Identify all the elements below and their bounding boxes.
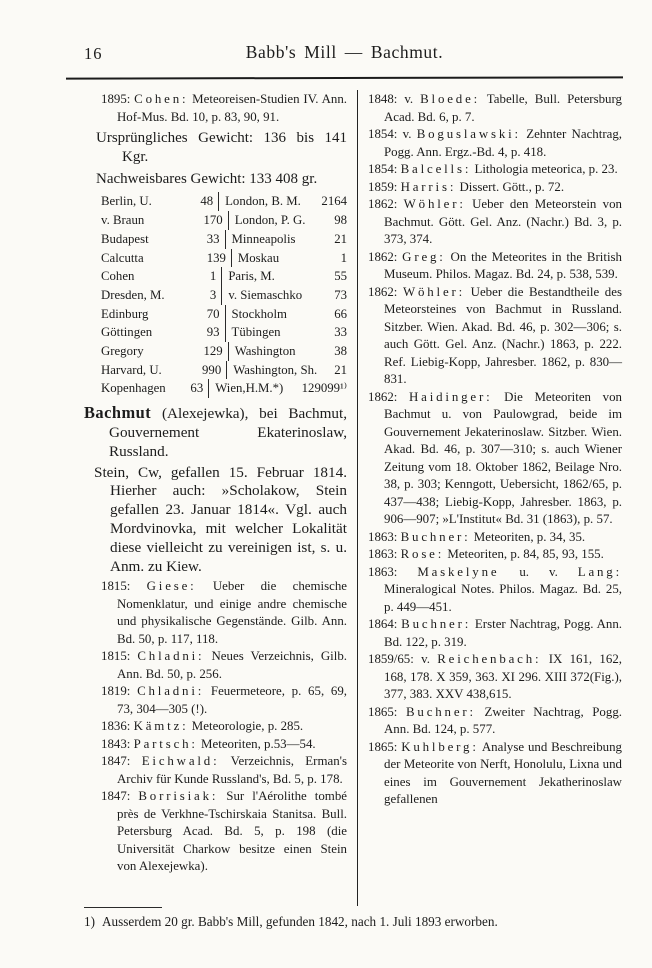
page-number: 16 xyxy=(84,44,103,63)
specimen-count: 70 xyxy=(206,306,220,321)
text-segment: Meteoriten, p. 34, 35. xyxy=(470,529,586,544)
collection-name: London, P. G. xyxy=(228,211,316,230)
author-name: Boguslawski: xyxy=(416,127,521,141)
text-segment: 1847: xyxy=(101,789,139,804)
author-name: Kämtz: xyxy=(133,719,189,734)
text-segment: (Alexejewka), bei Bachmut, Gouvernement Ekaterinoslaw, Russland. xyxy=(109,405,347,460)
author-name: Rose: xyxy=(400,547,445,561)
table-row xyxy=(101,379,347,398)
collection-name: Stockholm xyxy=(225,305,313,324)
footnote-text: Ausserdem 20 gr. Babb's Mill, gefunden 1842, nach 1. Juli 1893 erworben. xyxy=(102,914,498,929)
specimen-count: 38 xyxy=(334,344,347,359)
bibliography-entry xyxy=(368,179,622,197)
specimen-count: 2164 xyxy=(321,194,348,209)
table-row xyxy=(101,323,347,342)
text-segment: On the Meteorites in the British Museum. Philos. Magaz. Bd. 24, p. 538, 539. xyxy=(384,249,622,281)
collection-name: Paris, M. xyxy=(221,267,309,286)
text-segment: Nachweisbares Gewicht: 133 408 gr. xyxy=(96,170,318,187)
text-segment: Sur l'Aérolithe tombé près de Verkhne-Tschirskaia Stanitsa. Bull. Petersburg Acad. Bd. 5, p. 198 (die Universität Charkow besitze einen Stein von Alexejewka). xyxy=(117,789,347,874)
text-segment: 1865: xyxy=(368,704,406,719)
specimen-count: 33 xyxy=(334,325,347,340)
collection-name: London, B. M. xyxy=(218,192,306,211)
text-segment: Ueber den Meteorstein von Bachmut. Gött. Gel. Anz. (Nachr.) Bd. 3, p. 373, 374. xyxy=(384,197,622,246)
bibliography-entry xyxy=(101,648,347,683)
header-rule xyxy=(66,76,623,79)
collection-name: Harvard, U. xyxy=(101,362,162,377)
text-segment: 1859: xyxy=(368,179,401,194)
bibliography-entry xyxy=(368,196,622,249)
collection-name: Kopenhagen xyxy=(101,381,166,396)
footnote-marker: 1) xyxy=(84,914,95,929)
author-name: Cohen: xyxy=(134,92,189,106)
text-segment: Neues Verzeichnis, Gilb. Ann. Bd. 50, p. 256. xyxy=(117,649,347,681)
column-divider xyxy=(357,90,358,906)
collection-name: v. Siemaschko xyxy=(221,286,309,305)
table-row xyxy=(101,342,347,361)
text-segment: 1862: xyxy=(368,197,404,211)
collection-name: Gregory xyxy=(101,344,144,359)
text-segment: Dissert. Gött., p. 72. xyxy=(456,179,565,194)
author-name: Buchner: xyxy=(401,617,472,631)
bibliography-entry xyxy=(101,753,347,788)
text-segment: 1819: xyxy=(101,684,138,699)
right-column xyxy=(368,91,622,809)
collection-name: Göttingen xyxy=(101,325,153,340)
text-segment: 1862: xyxy=(368,284,403,299)
author-name: Chladni: xyxy=(137,684,205,699)
collection-name: Edinburg xyxy=(101,306,149,321)
specimen-count: 21 xyxy=(334,231,347,246)
author-name: Lang: xyxy=(577,564,622,579)
collection-name: Tübingen xyxy=(225,323,313,342)
text-segment: 1854: xyxy=(368,162,401,176)
author-name: Kuhlberg: xyxy=(401,739,479,754)
bibliography-entry xyxy=(368,161,622,179)
bibliography-entry xyxy=(368,616,622,651)
locality-name: Bachmut xyxy=(84,403,152,423)
author-name: Wöhler: xyxy=(403,197,466,211)
text-segment: 1815: xyxy=(101,579,147,594)
author-name: Borrisiak: xyxy=(138,789,219,804)
text-segment: 1864: xyxy=(368,617,402,631)
text-segment: Feuermeteore, p. 65, 69, 73, 304—305 (!). xyxy=(117,684,347,716)
text-segment: Verzeichnis, Erman's Archiv für Kunde Russland's, Bd. 5, p. 178. xyxy=(117,754,347,786)
specimen-count: 139 xyxy=(206,250,226,265)
locality-heading xyxy=(84,404,347,461)
footnote xyxy=(66,913,623,931)
table-row xyxy=(101,249,347,268)
collection-name: Minneapolis xyxy=(225,230,313,249)
bibliography-entry xyxy=(368,651,622,704)
text-segment: Lithologia meteorica, p. 23. xyxy=(471,162,618,176)
author-name: Wöhler: xyxy=(402,284,466,299)
text-segment: 1895: xyxy=(101,92,135,106)
bibliography-entry xyxy=(368,739,622,809)
author-name: Reichenbach: xyxy=(437,652,542,666)
text-segment: Ursprüngliches Gewicht: 136 bis 141 Kgr. xyxy=(96,130,347,165)
text-segment: 1862: xyxy=(368,249,403,264)
bibliography-entry xyxy=(101,578,347,648)
text-segment: 1863: xyxy=(368,564,418,579)
collection-name: Calcutta xyxy=(101,250,144,265)
collection-name: Moskau xyxy=(231,249,319,268)
bibliography-entry xyxy=(101,736,347,754)
text-segment: 1865: xyxy=(368,739,402,754)
weight-statement xyxy=(96,170,347,189)
table-row xyxy=(101,230,347,249)
text-segment: Ueber die Bestandtheile des Meteorsteines von Bachmut in Russland. Sitzber. Wien. Akad. Bd. 46, p. 302—306; s. auch Gött. Gel. Anz. (Nachr.) 1863, p. 222. Ref. Liebig-Kopp, Jahresber. 1862, p. 830—831. xyxy=(384,284,622,386)
specimen-count: 3 xyxy=(209,287,217,302)
specimen-count: 1 xyxy=(340,250,348,265)
text-segment: Mineralogical Notes. Philos. Magaz. Bd. 25, p. 449—451. xyxy=(384,582,622,614)
distribution-table xyxy=(101,192,347,398)
specimen-count: 66 xyxy=(334,306,347,321)
collection-name: Wien,H.M.*) xyxy=(208,379,296,398)
footnote-rule xyxy=(84,907,162,908)
text-segment: 1862: xyxy=(368,389,410,404)
page-title: Babb's Mill — Bachmut. xyxy=(245,42,444,62)
specimen-count: 1 xyxy=(209,269,217,284)
specimen-count: 98 xyxy=(334,213,347,228)
table-row xyxy=(101,192,347,211)
author-name: Balcells: xyxy=(400,162,472,176)
collection-name: Budapest xyxy=(101,231,149,246)
bibliography-entry xyxy=(368,704,622,739)
collection-name: Dresden, M. xyxy=(101,287,165,302)
collection-name: Berlin, U. xyxy=(101,194,152,209)
bibliography-entry xyxy=(368,249,622,284)
bibliography-entry xyxy=(368,564,622,617)
text-segment: IX 161, 162, 168, 178. X 359, 363. XI 296. XIII 372(Fig.), 377, 383. XXV 438,615. xyxy=(384,652,622,701)
text-segment: Erster Nachtrag, Pogg. Ann. Bd. 122, p. 319. xyxy=(384,617,622,649)
author-name: Buchner: xyxy=(400,529,471,544)
author-name: Haidinger: xyxy=(409,389,493,404)
bibliography-entry xyxy=(368,546,622,564)
text-segment: 1836: xyxy=(101,719,134,734)
collection-name: Cohen xyxy=(101,269,135,284)
specimen-count: 63 xyxy=(190,381,204,396)
locality-description xyxy=(94,464,347,577)
specimen-count: 170 xyxy=(203,213,223,228)
bibliography-entry xyxy=(101,718,347,736)
table-row xyxy=(101,305,347,324)
weight-statement xyxy=(96,129,347,167)
table-row xyxy=(101,211,347,230)
bibliography-entry xyxy=(368,529,622,547)
specimen-count: 21 xyxy=(334,362,347,377)
text-segment: 1815: xyxy=(101,649,138,664)
specimen-count: 48 xyxy=(200,194,214,209)
text-segment: Stein, Cw, gefallen 15. Februar 1814. Hierher auch: »Scholakow, Stein gefallen 23. Januar 1814«. Vgl. auch Mordvinovka, mit welcher Lokalität diese vielleicht zu vereinigen ist, s. u. Anm. zu Kiew. xyxy=(94,463,347,575)
left-column xyxy=(84,91,347,876)
text-segment: Ueber die chemische Nomenklatur, und einige andre chemische und physikalische Gegenstände. Gilb. Ann. Bd. 50, p. 117, 118. xyxy=(117,579,347,646)
text-segment: 1863: xyxy=(368,547,401,561)
text-segment: Meteoreisen-Studien IV. Ann. Hof-Mus. Bd. 10, p. 83, 90, 91. xyxy=(117,92,347,124)
specimen-count: 990 xyxy=(202,362,222,377)
bibliography-entry xyxy=(368,126,622,161)
text-segment: Tabelle, Bull. Petersburg Acad. Bd. 6, p. 7. xyxy=(384,92,623,124)
text-segment: Analyse und Beschreibung der Meteorite von Nerft, Honolulu, Lixna und eines im Gouvernement Jekatherinoslaw gefallenen xyxy=(384,739,622,806)
text-segment: 1863: xyxy=(368,529,401,544)
text-segment: Zweiter Nachtrag, Pogg. Ann. Bd. 124, p. 577. xyxy=(384,704,622,736)
collection-name: Washington, Sh. xyxy=(226,361,317,380)
bibliography-entry xyxy=(368,91,622,126)
text-segment: Zehnter Nachtrag, Pogg. Ann. Ergz.-Bd. 4, p. 418. xyxy=(384,127,622,159)
text-segment: u. v. xyxy=(499,564,578,579)
table-row xyxy=(101,286,347,305)
specimen-count: 129 xyxy=(203,344,223,359)
bibliography-entry xyxy=(101,91,347,126)
bibliography-entry xyxy=(368,389,622,529)
collection-name: Washington xyxy=(228,342,316,361)
text-segment: 1847: xyxy=(101,754,142,769)
bibliography-entry xyxy=(101,788,347,876)
table-row xyxy=(101,267,347,286)
bibliography-entry xyxy=(368,284,622,389)
author-name: Partsch: xyxy=(133,736,198,751)
author-name: Greg: xyxy=(402,249,446,264)
author-name: Giese: xyxy=(146,579,197,594)
author-name: Harris: xyxy=(400,179,457,194)
author-name: Eichwald: xyxy=(141,754,220,769)
text-segment: Meteorologie, p. 285. xyxy=(188,719,304,734)
collection-name: v. Braun xyxy=(101,213,145,228)
text-segment: 1843: xyxy=(101,736,134,751)
text-segment: Meteoriten, p. 84, 85, 93, 155. xyxy=(444,547,604,561)
bibliography-entry xyxy=(101,683,347,718)
author-name: Bloede: xyxy=(420,92,481,106)
text-segment: 1859/65: v. xyxy=(368,652,438,666)
text-segment: 1854: v. xyxy=(368,127,417,141)
text-segment: 1848: v. xyxy=(368,92,421,106)
author-name: Buchner: xyxy=(405,704,476,719)
author-name: Maskelyne xyxy=(417,564,500,579)
text-segment: Die Meteoriten von Bachmut u. von Paulowgrad, beide im Gouvernement Jekaterinoslaw. Sitzber. Wien. Akad. Bd. 46, p. 307—310; s. auch Wiener Zeitung vom 18. Oktober 1862, Beilage Nro. 38, p. 303; Kenngott, Uebersicht, 1862/65, p. 437—438; Liebig-Kopp, Jahresber. 1863, p. 906—907; »L'Institut« Bd. 31 (1863), p. 57. xyxy=(384,389,622,526)
specimen-count: 55 xyxy=(334,269,348,284)
table-row xyxy=(101,361,347,380)
text-segment: Meteoriten, p.53—54. xyxy=(197,736,316,751)
specimen-count: 73 xyxy=(334,287,348,302)
author-name: Chladni: xyxy=(137,649,205,664)
specimen-count: 129099¹⁾ xyxy=(301,381,348,396)
specimen-count: 33 xyxy=(206,231,220,246)
specimen-count: 93 xyxy=(206,325,220,340)
